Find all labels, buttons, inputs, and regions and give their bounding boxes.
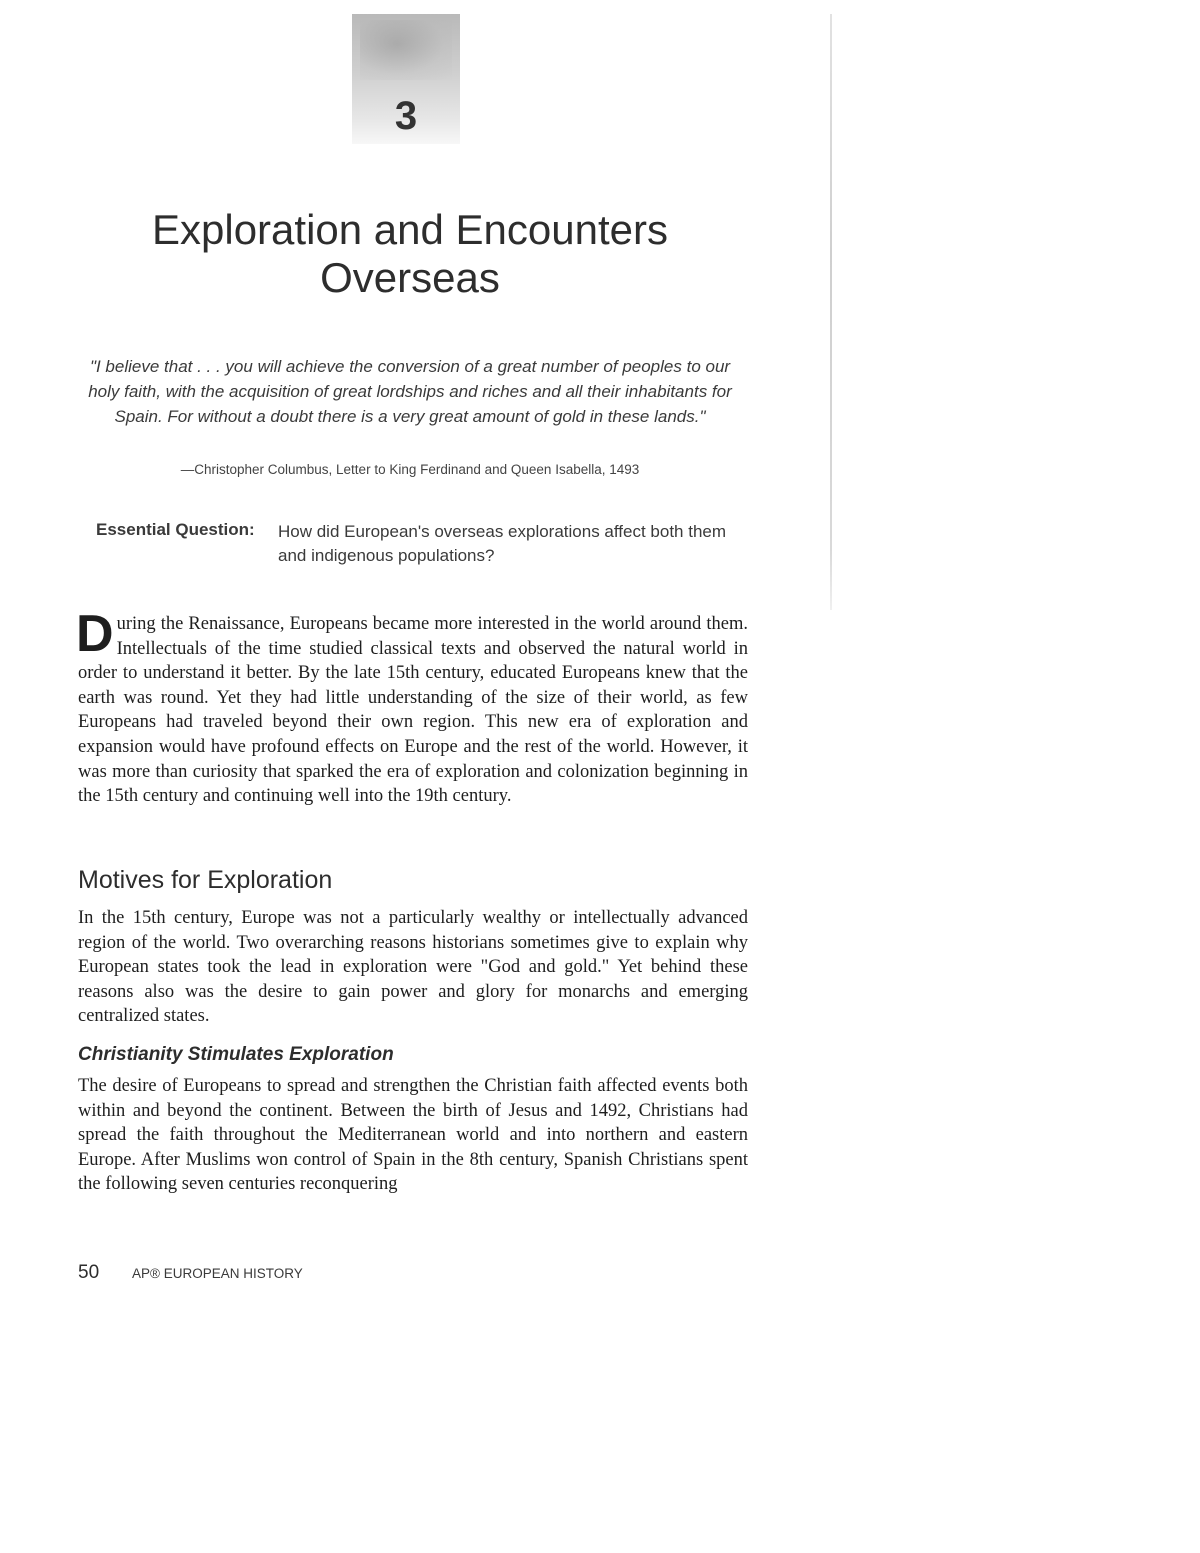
epigraph-source: —Christopher Columbus, Letter to King Ferdinand and Queen Isabella, 1493 xyxy=(180,462,640,477)
subsection-heading-christianity: Christianity Stimulates Exploration xyxy=(78,1044,394,1065)
map-texture-image xyxy=(360,20,452,80)
intro-paragraph-text: uring the Renaissance, Europeans became more interested in the world around them. Intellectuals of the time studied classical texts and observed the natural world in order to understand it better. By the late 15th century, educated Europeans knew that the earth was round. Yet they had little understanding of the size of their world, as few Europeans had traveled beyond their own region. This new era of exploration and expansion would have profound effects on Europe and the rest of the world. However, it was more than curiosity that sparked the era of exploration and colonization beginning in the 15th century and continuing well into the 19th century. xyxy=(78,614,748,807)
running-footer-title: AP® EUROPEAN HISTORY xyxy=(132,1266,303,1281)
essential-question-text: How did European's overseas explorations affect both them and indigenous populations? xyxy=(278,522,727,565)
drop-cap: D xyxy=(76,605,114,663)
essential-question-label: Essential Question: xyxy=(96,520,255,539)
chapter-title xyxy=(80,206,740,302)
page-number: 50 xyxy=(78,1262,100,1283)
christianity-paragraph: The desire of Europeans to spread and strengthen the Christian faith affected events both within and beyond the continent. Between the birth of Jesus and 1492, Christians had spread the faith throughout the Mediterranean world and into northern and eastern Europe. After Muslims won control of Spain in the 8th century, Spanish Christians spent the following seven centuries reconquering xyxy=(78,1076,748,1195)
intro-paragraph xyxy=(76,605,748,809)
section-heading-motives: Motives for Exploration xyxy=(78,866,333,894)
chapter-title-line-1: Exploration and Encounters xyxy=(152,206,668,253)
chapter-title-line-2: Overseas xyxy=(320,254,500,301)
page-edge-divider xyxy=(830,14,832,610)
chapter-number: 3 xyxy=(394,94,418,138)
chapter-number-badge xyxy=(352,14,460,144)
motives-paragraph: In the 15th century, Europe was not a particularly wealthy or intellectually advanced region of the world. Two overarching reasons historians sometimes give to explain why European states took the lead in exploration were "God and gold." Yet behind these reasons also was the desire to gain power and glory for monarchs and emerging centralized states. xyxy=(78,908,748,1027)
epigraph-quote: "I believe that . . . you will achieve the conversion of a great number of peoples to our holy faith, with the acquisition of great lordships and riches and all their inhabitants for Spain. For without a doubt there is a very great amount of gold in these lands." xyxy=(88,357,732,426)
